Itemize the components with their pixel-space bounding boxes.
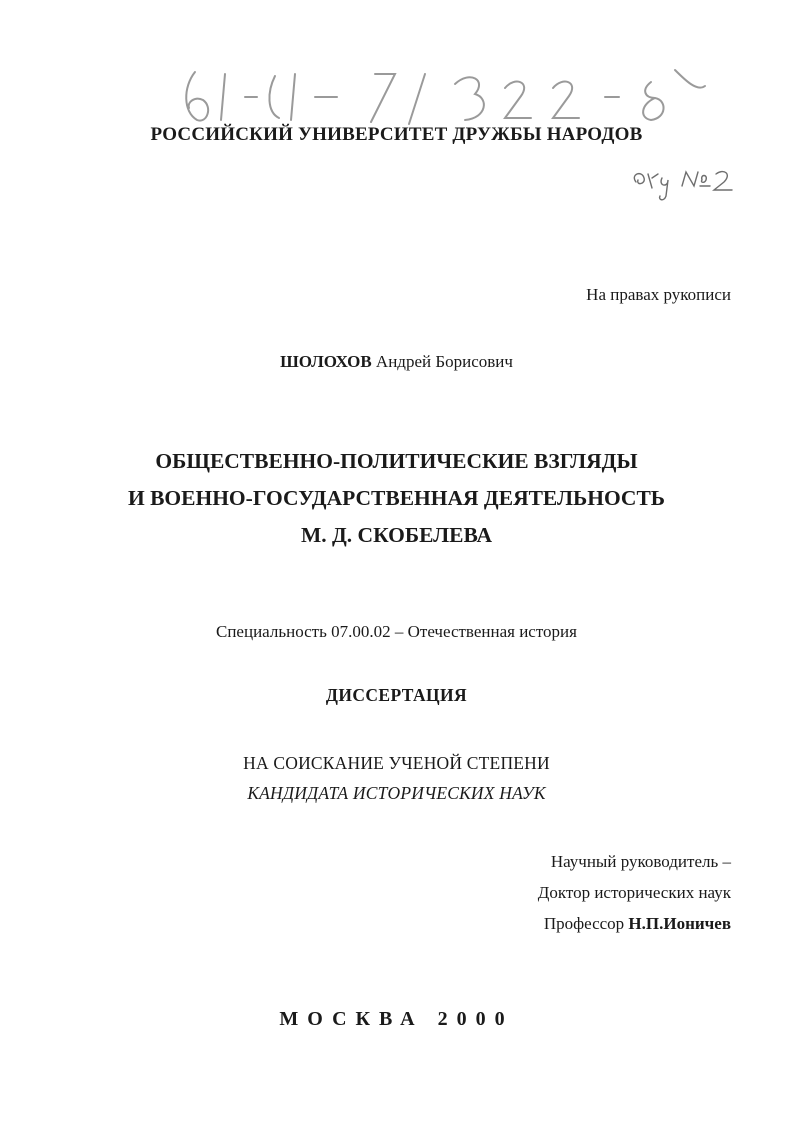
author-surname: ШОЛОХОВ [280, 352, 372, 371]
specialty-line: Специальность 07.00.02 – Отечественная история [216, 622, 577, 641]
university-name: РОССИЙСКИЙ УНИВЕРСИТЕТ ДРУЖБЫ НАРОДОВ [150, 124, 643, 145]
city-year: МОСКВА 2000 [279, 1008, 514, 1030]
advisor-degree: Доктор исторических наук [537, 883, 731, 902]
dissertation-title [0, 443, 793, 554]
author-name [0, 352, 793, 372]
title-line: М. Д. СКОБЕЛЕВА [300, 523, 493, 547]
document-type: ДИССЕРТАЦИЯ [325, 685, 468, 705]
advisor-rank-name [538, 908, 731, 939]
scientific-advisor [538, 846, 731, 939]
advisor-rank: Профессор [543, 914, 625, 933]
degree-line-2: КАНДИДАТА ИСТОРИЧЕСКИХ НАУК [247, 783, 546, 803]
advisor-name: Н.П.Ионичев [628, 914, 731, 933]
title-line: ОБЩЕСТВЕННО-ПОЛИТИЧЕСКИЕ ВЗГЛЯДЫ [155, 449, 638, 473]
title-line: И ВОЕННО-ГОСУДАРСТВЕННАЯ ДЕЯТЕЛЬНОСТЬ [127, 486, 666, 510]
degree-line-1: НА СОИСКАНИЕ УЧЕНОЙ СТЕПЕНИ [243, 753, 550, 773]
copy-number-handwriting [628, 160, 738, 210]
degree-sought [0, 748, 793, 808]
advisor-role: Научный руководитель – [550, 852, 731, 871]
rights-note: На правах рукописи [586, 285, 731, 304]
archive-stamp-handwriting [175, 62, 735, 132]
author-given-names: Андрей Борисович [375, 352, 513, 371]
